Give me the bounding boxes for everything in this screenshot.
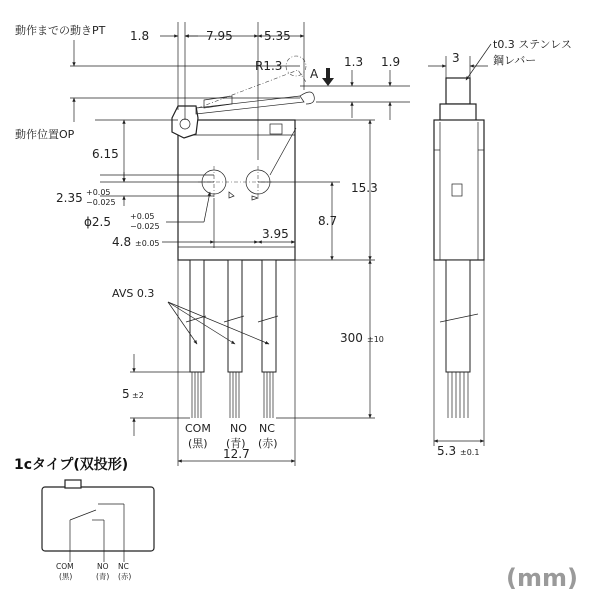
dim-2-35-tol-minus: −0.025 [86, 198, 116, 207]
wire-no [228, 260, 242, 372]
side-dim-5-3-tol: ±0.1 [460, 448, 480, 457]
dim-15-3: 15.3 [351, 181, 378, 195]
term-com-name: COM [185, 422, 211, 435]
dim-3-95: 3.95 [262, 227, 289, 241]
wire-nc [262, 260, 276, 372]
wires [186, 260, 278, 418]
dim-1-8: 1.8 [130, 29, 150, 43]
dim-5-tol: ±2 [132, 391, 144, 400]
lever-free-position [198, 70, 306, 108]
sch-nc-color: (赤) [118, 572, 132, 581]
dim-1-3: 1.3 [344, 55, 364, 69]
term-no-color: (青) [226, 437, 246, 450]
arrow-a-label: A [310, 67, 319, 81]
dim-300: 300 [340, 331, 363, 345]
side-dim-5-3: 5.3 [437, 444, 457, 458]
sch-no-color: (青) [96, 572, 110, 581]
pt-label: 動作までの動きPT [15, 24, 106, 37]
schematic [14, 456, 154, 581]
force-arrow-icon [322, 68, 334, 86]
unit-label: (mm) [506, 564, 578, 592]
dim-300-tol: ±10 [367, 335, 384, 344]
dim-2-35: 2.35 [56, 191, 83, 205]
dim-2-35-tol-plus: +0.05 [86, 188, 111, 197]
sch-com-name: COM [56, 562, 74, 571]
term-nc-name: NC [259, 422, 275, 435]
dim-phi-tol-plus: +0.05 [130, 212, 155, 221]
sch-nc-name: NC [118, 562, 129, 571]
schematic-body [42, 487, 154, 551]
front-view [15, 22, 410, 466]
side-wire [446, 260, 470, 372]
dim-phi-2-5: ϕ2.5 [84, 215, 111, 229]
dim-6-15: 6.15 [92, 147, 119, 161]
term-com-color: (黒) [188, 437, 208, 450]
dim-12-7: 12.7 [223, 447, 250, 461]
term-no-name: NO [230, 422, 247, 435]
side-view [428, 38, 572, 458]
radius-label: R1.3 [255, 59, 283, 73]
schematic-plunger [65, 480, 81, 488]
side-lever-base [440, 104, 476, 122]
schematic-title: 1cタイプ(双投形) [14, 457, 129, 473]
dim-phi-tol-minus: −0.025 [130, 222, 160, 231]
dim-8-7: 8.7 [318, 214, 338, 228]
dim-5: 5 [122, 387, 130, 401]
sch-com-color: (黒) [59, 572, 73, 581]
side-lever [446, 78, 470, 104]
material-line2: 鋼レバー [493, 54, 537, 67]
side-dim-3: 3 [452, 51, 460, 65]
dim-7-95: 7.95 [206, 29, 233, 43]
avs-label: AVS 0.3 [112, 287, 155, 300]
dim-4-8: 4.8 [112, 235, 132, 249]
side-body [434, 120, 484, 260]
dim-5-35: 5.35 [264, 29, 291, 43]
term-nc-color: (赤) [258, 437, 278, 450]
dim-4-8-tol: ±0.05 [135, 239, 160, 248]
sch-no-name: NO [97, 562, 109, 571]
dim-1-9: 1.9 [381, 55, 401, 69]
op-label: 動作位置OP [15, 128, 75, 141]
material-line1: t0.3 ステンレス [493, 38, 572, 51]
